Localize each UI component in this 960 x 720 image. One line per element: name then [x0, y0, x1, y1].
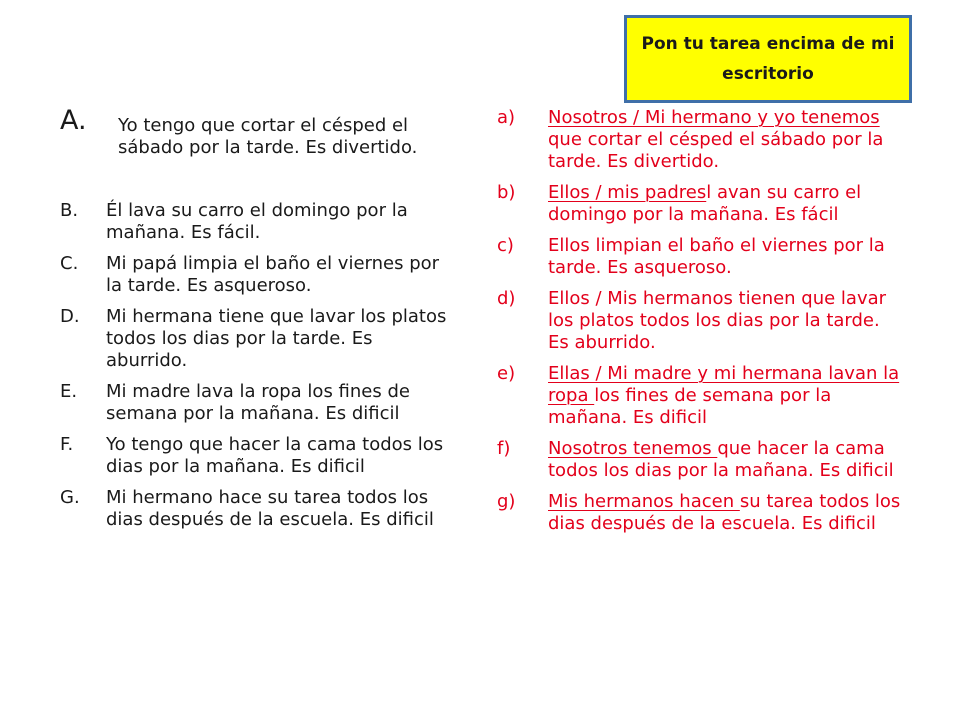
- answer-rest: Ellos / Mis hermanos tienen que lavar los platos todos los dias por la tarde. Es aburrido.: [548, 288, 887, 353]
- sentence-a-marker: A.: [60, 105, 87, 136]
- answer-e: [497, 363, 902, 429]
- sentence-text: Mi hermano hace su tarea todos los dias después de la escuela. Es dificil: [106, 487, 434, 530]
- list-marker: F.: [60, 434, 74, 455]
- answer-subject-underlined: Ellas / Mi madre y mi hermana lavan la ropa: [548, 363, 900, 406]
- list-marker: G.: [60, 487, 80, 508]
- list-marker: C.: [60, 253, 79, 274]
- list-marker: c): [497, 235, 514, 256]
- answer-rest: que cortar el césped el sábado por la tarde. Es divertido.: [548, 129, 884, 172]
- homework-note: [624, 15, 912, 103]
- list-marker: e): [497, 363, 516, 384]
- answer-subject-underlined: Nosotros / Mi hermano y yo tenemos: [548, 107, 880, 128]
- sentence-text: Mi hermana tiene que lavar los platos todos los dias por la tarde. Es aburrido.: [106, 306, 447, 371]
- list-marker: E.: [60, 381, 78, 402]
- list-marker: d): [497, 288, 516, 309]
- list-marker: g): [497, 491, 516, 512]
- answer-rest: Ellos limpian el baño el viernes por la tarde. Es asqueroso.: [548, 235, 885, 278]
- answer-f: [497, 438, 902, 482]
- answer-g: [497, 491, 902, 535]
- answer-subject-underlined: Nosotros tenemos: [548, 438, 718, 459]
- answer-rest: l avan su carro el domingo por la mañana. Es fácil: [548, 182, 862, 225]
- answer-sentences-list: [497, 107, 902, 544]
- sentence-text: Él lava su carro el domingo por la mañana. Es fácil.: [106, 200, 408, 243]
- answer-rest: que hacer la cama todos los dias por la mañana. Es dificil: [548, 438, 894, 481]
- answer-d: [497, 288, 902, 354]
- answer-a: [497, 107, 902, 173]
- answer-subject-underlined: Mis hermanos hacen: [548, 491, 740, 512]
- answer-rest: su tarea todos los dias después de la escuela. Es dificil: [548, 491, 901, 534]
- answer-rest: los fines de semana por la mañana. Es dificil: [548, 385, 832, 428]
- sentence-b: [60, 200, 455, 244]
- sentence-d: [60, 306, 455, 372]
- list-marker: b): [497, 182, 516, 203]
- sentence-text: Yo tengo que hacer la cama todos los dias por la mañana. Es dificil: [106, 434, 444, 477]
- sentence-c: [60, 253, 455, 297]
- sentence-a-text: Yo tengo que cortar el césped el sábado por la tarde. Es divertido.: [118, 115, 418, 158]
- answer-c: [497, 235, 902, 279]
- list-marker: B.: [60, 200, 79, 221]
- homework-note-text: Pon tu tarea encima de mi escritorio: [641, 34, 895, 84]
- list-marker: a): [497, 107, 516, 128]
- sentence-a: [60, 106, 460, 159]
- answer-subject-underlined: Ellos / mis padres: [548, 182, 707, 203]
- answer-b: [497, 182, 902, 226]
- list-marker: f): [497, 438, 511, 459]
- original-sentences-list: [60, 200, 455, 540]
- sentence-f: [60, 434, 455, 478]
- sentence-text: Mi papá limpia el baño el viernes por la tarde. Es asqueroso.: [106, 253, 440, 296]
- sentence-e: [60, 381, 455, 425]
- sentence-g: [60, 487, 455, 531]
- sentence-text: Mi madre lava la ropa los fines de semana por la mañana. Es dificil: [106, 381, 410, 424]
- list-marker: D.: [60, 306, 80, 327]
